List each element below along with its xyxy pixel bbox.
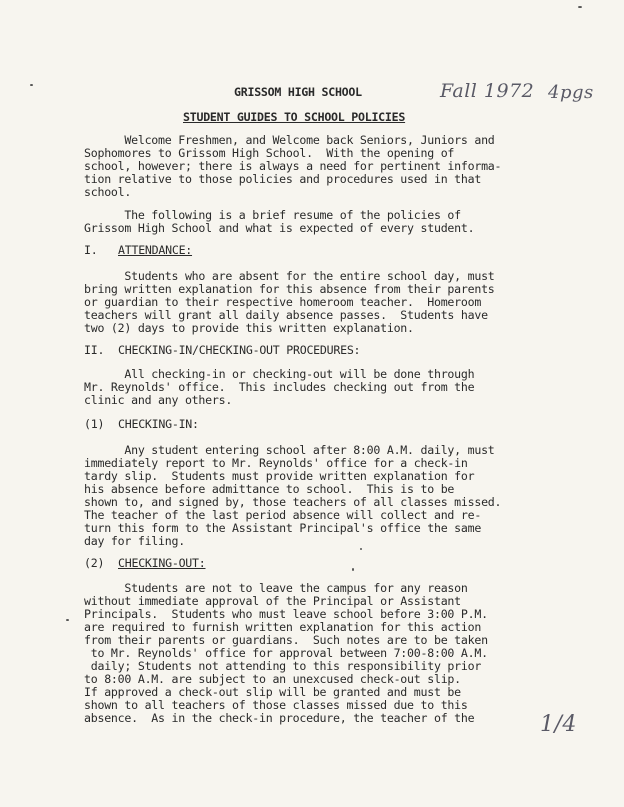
text-line: shown to all teachers of those classes missed due to this <box>84 698 468 712</box>
text-line: teachers will grant all daily absence passes. Students have <box>84 308 488 322</box>
text-line: his absence before admittance to school. This is to be <box>84 482 455 496</box>
scan-speck <box>360 548 362 550</box>
text-line: Welcome Freshmen, and Welcome back Seniors, Juniors and <box>84 133 495 147</box>
text-line: without immediate approval of the Principal or Assistant <box>84 594 461 608</box>
text-line: shown to, and signed by, those teachers of all classes missed. <box>84 495 502 509</box>
text-line: tardy slip. Students must provide written explanation for <box>84 469 475 483</box>
checking-in-paragraph <box>84 444 501 548</box>
scan-speck <box>30 84 33 86</box>
text-line: Students who are absent for the entire school day, must <box>84 269 495 283</box>
sub2-number: (2) <box>84 556 105 570</box>
text-line: school, however; there is always a need for pertinent informa- <box>84 159 502 173</box>
text-line: If approved a check-out slip will be granted and must be <box>84 685 461 699</box>
text-line: daily; Students not attending to this responsibility prior <box>84 659 482 673</box>
section2-number: II. <box>84 343 105 357</box>
text-line: Mr. Reynolds' office. This includes checking out from the <box>84 380 475 394</box>
school-name: GRISSOM HIGH SCHOOL <box>234 85 362 99</box>
scan-speck <box>352 568 354 571</box>
text-line: The teacher of the last period absence will collect and re- <box>84 508 482 522</box>
text-line: Students are not to leave the campus for any reason <box>84 581 468 595</box>
text-line: school. <box>84 185 132 199</box>
text-line: All checking-in or checking-out will be done through <box>84 367 475 381</box>
text-line: or guardian to their respective homeroom teacher. Homeroom <box>84 295 482 309</box>
checking-procedures-paragraph <box>84 368 474 407</box>
text-line: The following is a brief resume of the policies of <box>84 208 461 222</box>
scan-speck <box>578 6 582 8</box>
handwritten-date-note: Fall 1972 <box>440 80 535 102</box>
text-line: from their parents or guardians. Such notes are to be taken <box>84 633 488 647</box>
text-line: bring written explanation for this absence from their parents <box>84 282 495 296</box>
text-line: two (2) days to provide this written explanation. <box>84 321 414 335</box>
text-line: tion relative to those policies and procedures used in that <box>84 172 482 186</box>
text-line: turn this form to the Assistant Principal's office the same <box>84 521 482 535</box>
text-line: day for filing. <box>84 534 185 548</box>
section1-number: I. <box>84 243 98 257</box>
text-line: Grissom High School and what is expected of every student. <box>84 221 475 235</box>
document-title: STUDENT GUIDES TO SCHOOL POLICIES <box>183 110 406 124</box>
text-line: to 8:00 A.M. are subject to an unexcused check-out slip. <box>84 672 461 686</box>
section1-heading: ATTENDANCE: <box>118 243 193 257</box>
sub2-heading: CHECKING-OUT: <box>118 556 206 570</box>
text-line: Principals. Students who must leave school before 3:00 P.M. <box>84 607 488 621</box>
scan-speck <box>66 619 69 621</box>
attendance-paragraph <box>84 270 495 335</box>
section2-heading: CHECKING-IN/CHECKING-OUT PROCEDURES: <box>118 343 361 357</box>
text-line: are required to furnish written explanation for this action <box>84 620 482 634</box>
text-line: Any student entering school after 8:00 A.M. daily, must <box>84 443 495 457</box>
text-line: clinic and any others. <box>84 393 233 407</box>
text-line: Sophomores to Grissom High School. With the opening of <box>84 146 455 160</box>
text-line: absence. As in the check-in procedure, the teacher of the <box>84 711 475 725</box>
sub1-number: (1) <box>84 417 105 431</box>
handwritten-page-fraction: 1/4 <box>540 712 577 737</box>
sub1-heading: CHECKING-IN: <box>118 417 199 431</box>
intro-resume-paragraph <box>84 209 474 235</box>
text-line: immediately report to Mr. Reynolds' office for a check-in <box>84 456 468 470</box>
handwritten-pages-note: 4pgs <box>548 82 594 103</box>
intro-welcome-paragraph <box>84 134 501 199</box>
checking-out-paragraph <box>84 582 488 725</box>
text-line: to Mr. Reynolds' office for approval between 7:00-8:00 A.M. <box>84 646 488 660</box>
